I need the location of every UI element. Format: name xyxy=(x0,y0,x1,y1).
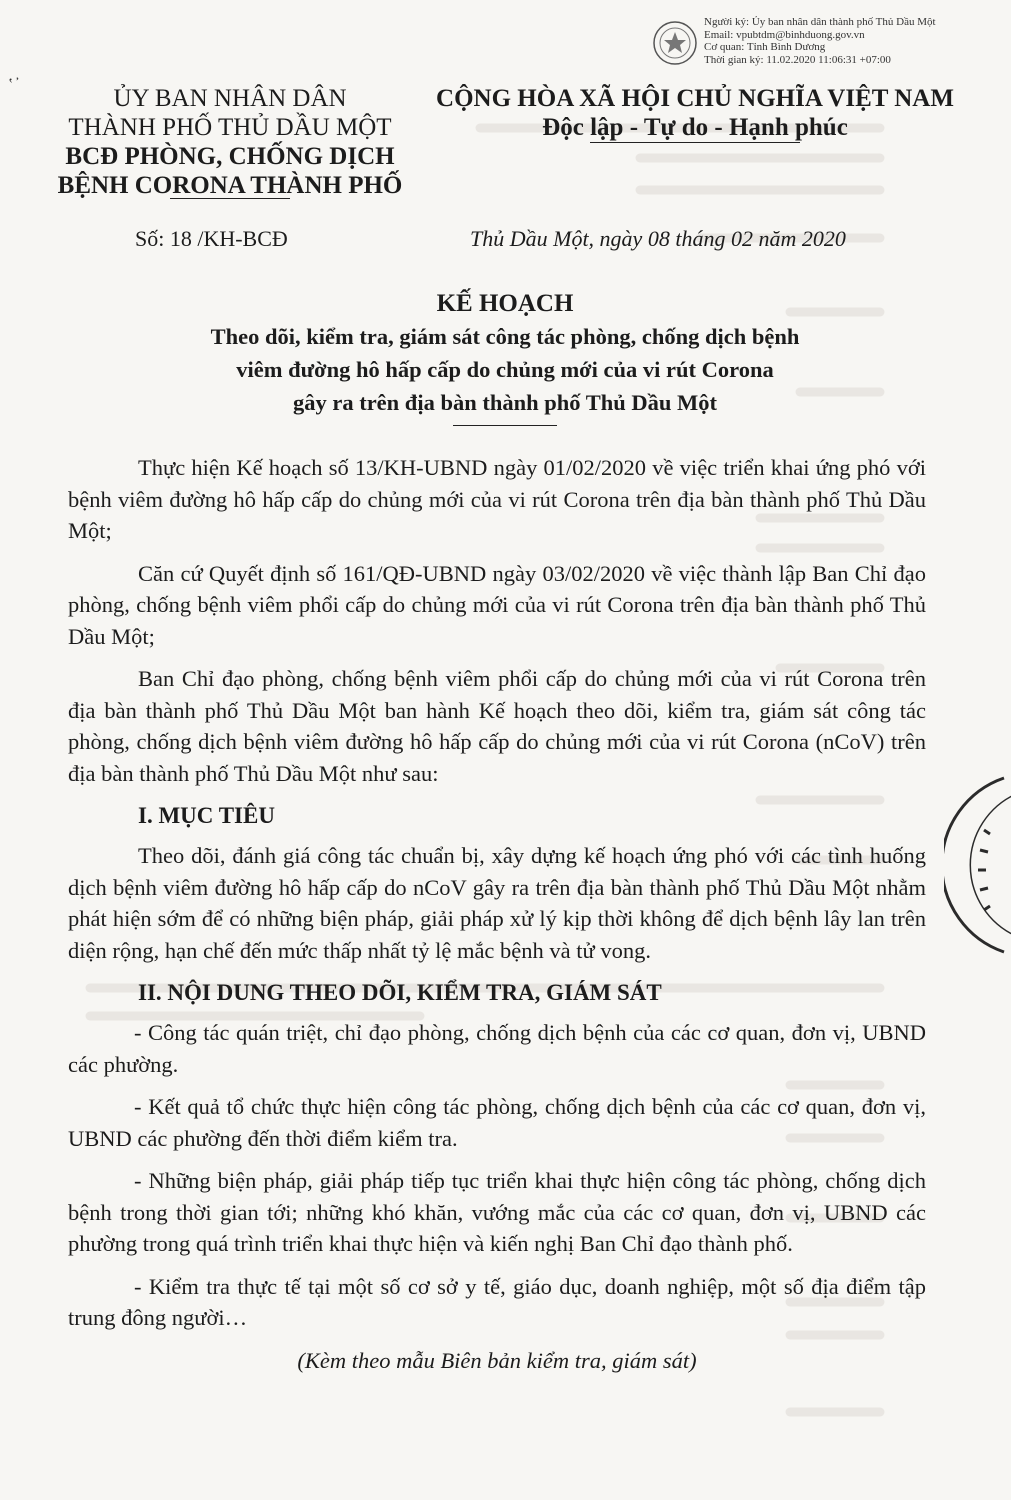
paragraph-intro: Ban Chỉ đạo phòng, chống bệnh viêm phổi cấp do chủng mới của vi rút Corona trên địa bàn thành phố Thủ Dầu Một ban hành Kế hoạch theo dõi, kiểm tra, giám sát công tác phòng, chống dịch bệnh viêm đường hô hấp cấp do chủng mới của vi rút Corona (nCoV) trên địa bàn thành phố Thủ Dầu Một như sau: xyxy=(68,666,926,786)
digital-signature-block xyxy=(652,16,992,68)
attachment-note: (Kèm theo mẫu Biên bản kiểm tra, giám sát) xyxy=(297,1347,697,1373)
document-date: Thủ Dầu Một, ngày 08 tháng 02 năm 2020 xyxy=(470,226,846,251)
scan-marks: ‛ ̓ xyxy=(8,76,18,93)
content-item-3: - Những biện pháp, giải pháp tiếp tục triển khai thực hiện công tác phòng, chống dịch bệnh trong thời gian tới; những khó khăn, vướng mắc của các cơ quan, đơn vị, UBND các phường trong quá trình triển khai thực hiện và kiến nghị Ban Chỉ đạo thành phố. xyxy=(68,1168,926,1256)
email-line: Email: vpubtdm@binhduong.gov.vn xyxy=(704,28,865,41)
header-left-divider xyxy=(170,198,290,199)
section-heading-contents: II. NỘI DUNG THEO DÕI, KIỂM TRA, GIÁM SÁT xyxy=(138,980,662,1005)
authority-line-3: BCĐ PHÒNG, CHỐNG DỊCH xyxy=(65,143,395,170)
paragraph-basis-1: Thực hiện Kế hoạch số 13/KH-UBND ngày 01/02/2020 về việc triển khai ứng phó với bệnh viêm đường hô hấp cấp do chủng mới của vi rút Corona trên địa bàn thành phố Thủ Dầu Một; xyxy=(68,455,926,543)
agency-line: Cơ quan: Tỉnh Bình Dương xyxy=(704,41,826,53)
issuing-authority-header xyxy=(40,84,420,200)
content-item-4: - Kiểm tra thực tế tại một số cơ sở y tế, giáo dục, doanh nghiệp, một số địa điểm tập trung đông người… xyxy=(68,1273,926,1330)
content-item-1: - Công tác quán triệt, chỉ đạo phòng, chống dịch bệnh của các cơ quan, đơn vị, UBND các phường. xyxy=(68,1020,926,1077)
national-motto: Độc lập - Tự do - Hạnh phúc xyxy=(542,114,848,141)
title-line-1: Theo dõi, kiểm tra, giám sát công tác phòng, chống dịch bệnh xyxy=(210,324,800,349)
document-title-block xyxy=(100,288,910,426)
national-title: CỘNG HÒA XÃ HỘI CHỦ NGHĨA VIỆT NAM xyxy=(436,85,954,112)
national-emblem-seal-icon xyxy=(652,20,698,66)
sign-time-line: Thời gian ký: 11.02.2020 11:06:31 +07:00 xyxy=(704,53,891,66)
paragraph-basis-2: Căn cứ Quyết định số 161/QĐ-UBND ngày 03/02/2020 về việc thành lập Ban Chỉ đạo phòng, chống bệnh viêm phổi cấp do chủng mới của vi rút Corona trên địa bàn thành phố Thủ Dầu Một; xyxy=(68,560,926,649)
signer-line: Người ký: Ủy ban nhân dân thành phố Thủ Dầu Một xyxy=(704,16,936,28)
paragraph-objectives: Theo dõi, đánh giá công tác chuẩn bị, xây dựng kế hoạch ứng phó với các tình huống dịch bệnh viêm đường hô hấp cấp do nCoV gây ra trên địa bàn thành phố Thủ Dầu Một nhằm phát hiện sớm để có những biện pháp, giải pháp xử lý kịp thời không để dịch bệnh lây lan trên diện rộng, hạn chế đến mức thấp nhất tỷ lệ mắc bệnh và tử vong. xyxy=(68,843,926,963)
red-seal-stamp-fragment xyxy=(944,770,1011,960)
document-number: Số: 18 /KH-BCĐ xyxy=(135,226,288,251)
document-body xyxy=(68,452,926,1387)
header-right-divider xyxy=(590,142,800,143)
title-line-3: gây ra trên địa bàn thành phố Thủ Dầu Một xyxy=(292,390,718,415)
authority-line-1: ỦY BAN NHÂN DÂN xyxy=(113,85,347,112)
document-type: KẾ HOẠCH xyxy=(436,290,574,317)
authority-line-2: THÀNH PHỐ THỦ DẦU MỘT xyxy=(68,114,392,141)
authority-line-4: BỆNH CORONA THÀNH PHỐ xyxy=(57,172,403,199)
national-motto-header xyxy=(415,84,975,142)
title-divider xyxy=(453,425,557,426)
content-item-2: - Kết quả tổ chức thực hiện công tác phòng, chống dịch bệnh của các cơ quan, đơn vị, UBND các phường đến thời điểm kiểm tra. xyxy=(68,1094,926,1151)
section-heading-objectives: I. MỤC TIÊU xyxy=(138,803,275,828)
title-line-2: viêm đường hô hấp cấp do chủng mới của vi rút Corona xyxy=(236,357,774,382)
